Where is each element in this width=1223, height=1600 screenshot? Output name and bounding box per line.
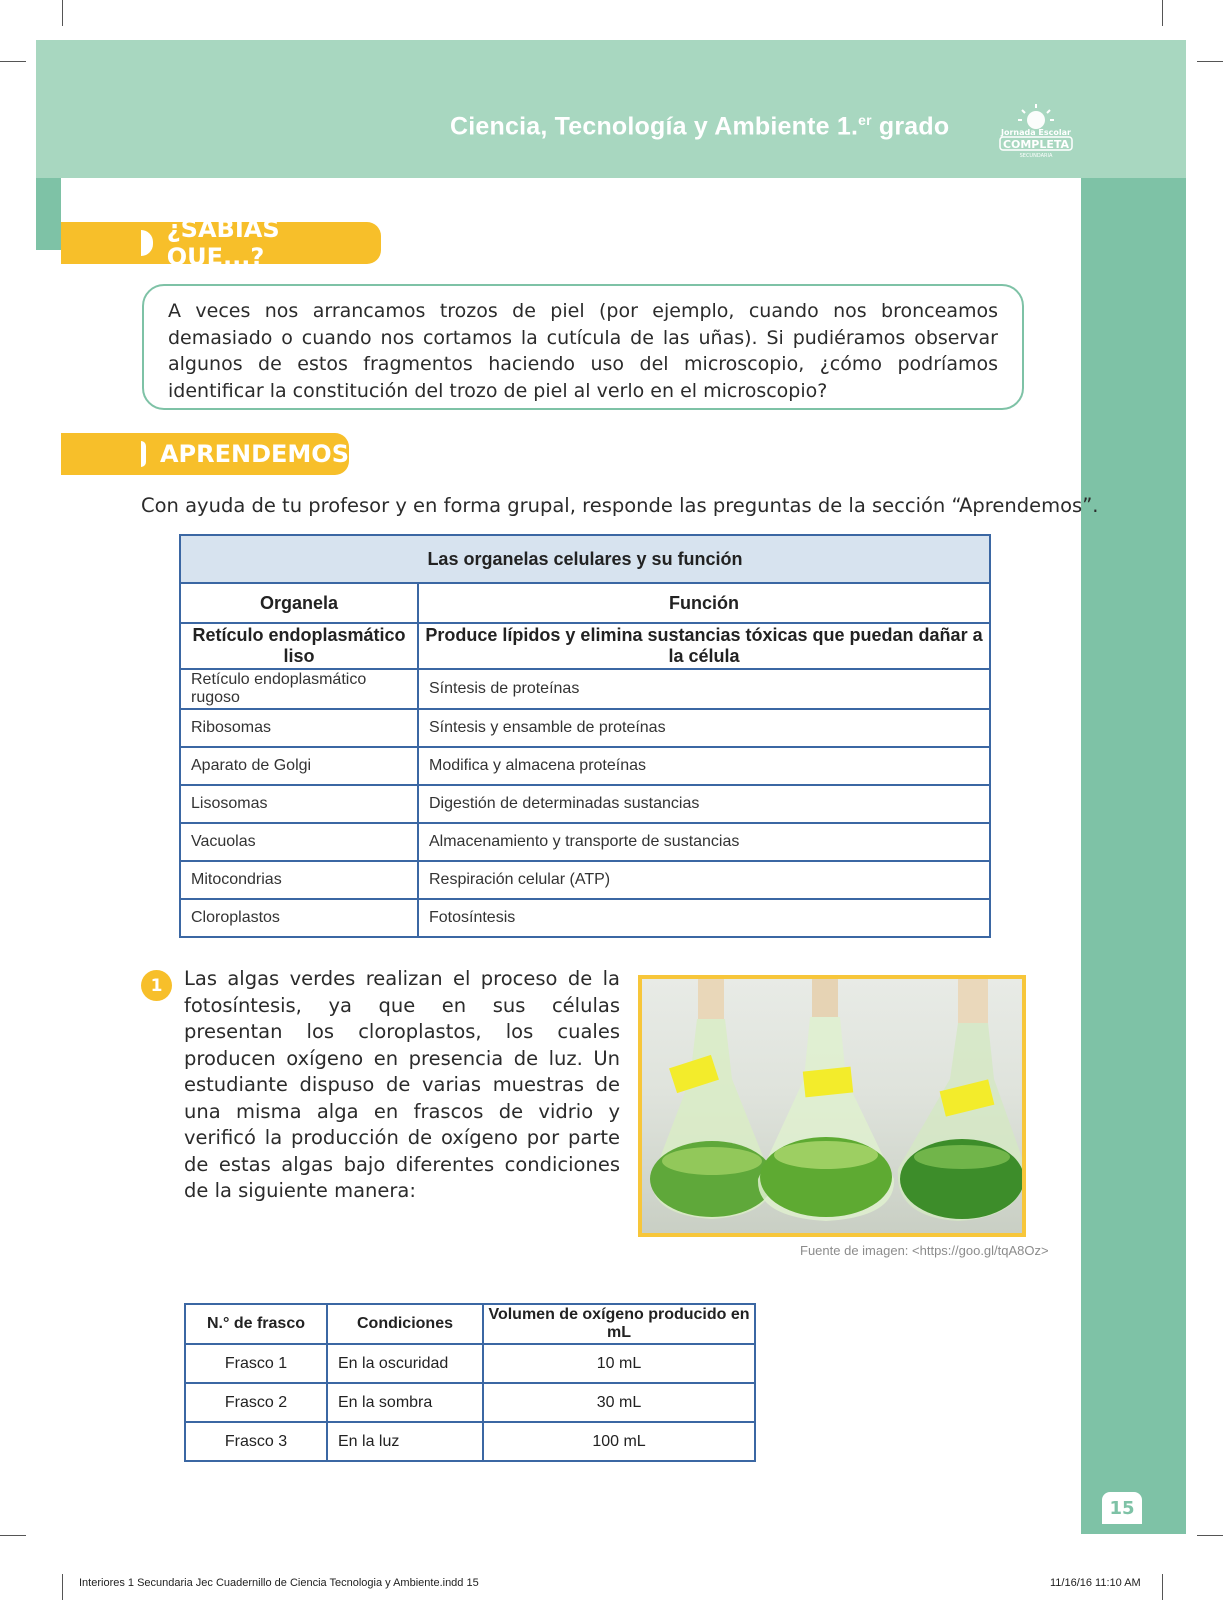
- sabias-que-label: ¿SABÍAS QUE...?: [166, 215, 280, 271]
- jec-logo-icon: [996, 100, 1076, 160]
- sabias-que-tag: [61, 215, 381, 271]
- photo-credit: Fuente de imagen: <https://goo.gl/tqA8Oz>: [800, 1243, 1049, 1258]
- flask-condition: En la oscuridad: [327, 1344, 483, 1383]
- organelle-function: Digestión de determinadas sustancias: [418, 785, 990, 823]
- table-row: [180, 899, 990, 937]
- table-row: [180, 823, 990, 861]
- flasks-illustration: [642, 979, 1022, 1233]
- header-volumen: Volumen de oxígeno producido en mL: [483, 1304, 755, 1344]
- logo-text-top: Jornada Escolar: [1001, 128, 1071, 137]
- title-sup: er: [858, 112, 872, 128]
- flask-volume: 10 mL: [483, 1344, 755, 1383]
- question-number-badge: 1: [141, 970, 172, 1001]
- organelle-function: Modifica y almacena proteínas: [418, 747, 990, 785]
- title-tail: grado: [871, 112, 950, 141]
- flask-number: Frasco 3: [185, 1422, 327, 1461]
- flask-number: Frasco 1: [185, 1344, 327, 1383]
- organelle-name: Aparato de Golgi: [180, 747, 418, 785]
- half-circle-icon: [141, 441, 146, 467]
- question-text: Las algas verdes realizan el proceso de la fotosíntesis, ya que en sus células presentan los cloroplastos, los cuales producen oxígeno en presencia de luz. Un estudiante dispuso de varias muestras de una misma alga en frascos de vidrio y verificó la producción de oxígeno por parte de estas algas bajo diferentes condiciones de la siguiente manera:: [184, 967, 620, 1202]
- organelle-name: Retículo endoplasmático liso: [180, 623, 418, 669]
- flask-volume: 30 mL: [483, 1383, 755, 1422]
- crop-mark: [1197, 1535, 1223, 1536]
- table-row: [185, 1344, 755, 1383]
- header-frasco: N.° de frasco: [185, 1304, 327, 1344]
- organelle-function: Almacenamiento y transporte de sustancias: [418, 823, 990, 861]
- crop-mark: [1162, 0, 1163, 26]
- flask-condition: En la luz: [327, 1422, 483, 1461]
- table-row: [180, 785, 990, 823]
- crop-mark: [62, 1574, 63, 1600]
- sabias-que-text: A veces nos arrancamos trozos de piel (por ejemplo, cuando nos bronceamos demasiado o cuando nos cortamos la cutícula de las uñas). Si pudiéramos observar algunos de estos fragmentos haciendo uso del microscopio, ¿cómo podríamos identificar la constitución del trozo de piel al verlo en el microscopio?: [168, 300, 998, 402]
- flask-results-table: [184, 1303, 756, 1462]
- table-row: [180, 709, 990, 747]
- logo-text-main: COMPLETA: [1002, 138, 1070, 151]
- table-row: [185, 1383, 755, 1422]
- header-funcion: Función: [418, 583, 990, 623]
- crop-mark: [0, 61, 26, 62]
- half-circle-icon: [141, 230, 153, 256]
- header-organela: Organela: [180, 583, 418, 623]
- page-title: [450, 112, 960, 141]
- title-main: Ciencia, Tecnología y Ambiente 1.: [450, 112, 859, 141]
- table-row: [180, 747, 990, 785]
- organelle-function: Fotosíntesis: [418, 899, 990, 937]
- crop-mark: [62, 0, 63, 26]
- header-condiciones: Condiciones: [327, 1304, 483, 1344]
- flask-volume: 100 mL: [483, 1422, 755, 1461]
- organelles-table: [179, 534, 991, 938]
- footer-filename: Interiores 1 Secundaria Jec Cuadernillo de Ciencia Tecnologia y Ambiente.indd 15: [79, 1577, 479, 1589]
- right-accent-strip: [1081, 178, 1186, 1534]
- organelle-name: Retículo endoplasmático rugoso: [180, 669, 418, 709]
- flask-condition: En la sombra: [327, 1383, 483, 1422]
- organelle-function: Produce lípidos y elimina sustancias tóxicas que puedan dañar a la célula: [418, 623, 990, 669]
- aprendemos-intro: Con ayuda de tu profesor y en forma grupal, responde las preguntas de la sección “Aprendemos”.: [141, 494, 1099, 517]
- sabias-que-box: [142, 284, 1024, 410]
- aprendemos-label: APRENDEMOS: [159, 440, 349, 468]
- crop-mark: [0, 1535, 26, 1536]
- crop-mark: [1162, 1574, 1163, 1600]
- table-row: [180, 623, 990, 669]
- organelle-name: Ribosomas: [180, 709, 418, 747]
- table-row: [180, 861, 990, 899]
- organelle-name: Vacuolas: [180, 823, 418, 861]
- organelle-name: Mitocondrias: [180, 861, 418, 899]
- table-row: [185, 1422, 755, 1461]
- table-header-row: [180, 583, 990, 623]
- organelle-function: Respiración celular (ATP): [418, 861, 990, 899]
- organelle-name: Lisosomas: [180, 785, 418, 823]
- organelle-name: Cloroplastos: [180, 899, 418, 937]
- page-number: 15: [1102, 1492, 1142, 1524]
- flask-number: Frasco 2: [185, 1383, 327, 1422]
- footer-timestamp: 11/16/16 11:10 AM: [1050, 1577, 1141, 1589]
- organelle-function: Síntesis de proteínas: [418, 669, 990, 709]
- crop-mark: [1197, 61, 1223, 62]
- aprendemos-tag: [61, 433, 349, 475]
- table-caption-row: [180, 535, 990, 583]
- organelle-function: Síntesis y ensamble de proteínas: [418, 709, 990, 747]
- algae-flasks-photo: [638, 975, 1026, 1237]
- table-header-row: [185, 1304, 755, 1344]
- table-row: [180, 669, 990, 709]
- logo-text-bottom: SECUNDARIA: [1019, 153, 1053, 159]
- table-caption: Las organelas celulares y su función: [180, 535, 990, 583]
- left-accent-strip: [36, 178, 61, 250]
